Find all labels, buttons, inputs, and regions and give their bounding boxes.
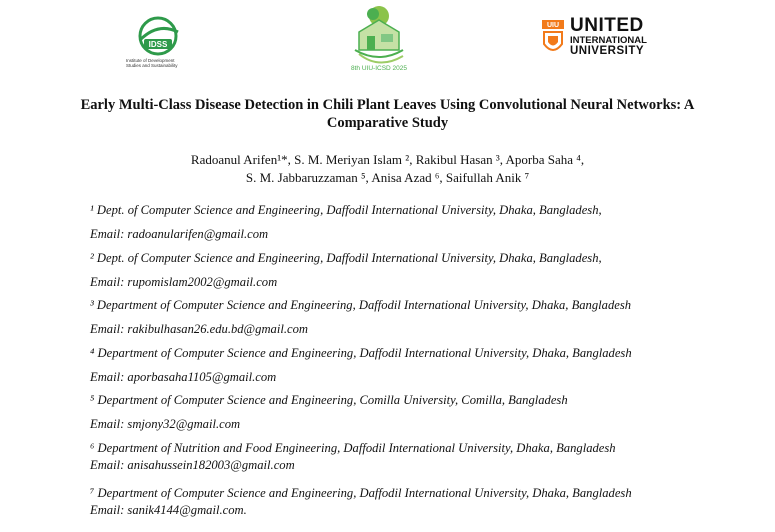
affiliation-dept-3: ³ Department of Computer Science and Engineering, Daffodil International University, Dhaka, Bangladesh (90, 298, 632, 312)
affiliation-email-6: Email: anisahussein182003@gmail.com (90, 458, 295, 472)
paper-title: Early Multi-Class Disease Detection in Chili Plant Leaves Using Convolutional Neural Networks: A Comparative Study (80, 97, 695, 131)
uiu-crest-icon (540, 16, 566, 60)
author-list (60, 151, 715, 187)
affiliation-email-4: Email: aporbasaha1105@gmail.com (90, 370, 277, 384)
uiu-logo (540, 16, 660, 60)
idss-emblem-icon (126, 14, 190, 58)
affiliation-dept-5: ⁵ Department of Computer Science and Engineering, Comilla University, Comilla, Bangladesh (90, 393, 568, 407)
affiliation-email-3: Email: rakibulhasan26.edu.bd@gmail.com (90, 322, 308, 336)
affiliation-dept-1: ¹ Dept. of Computer Science and Engineering, Daffodil International University, Dhaka, Bangladesh, (90, 203, 602, 217)
idss-label: IDSS (148, 40, 168, 49)
idss-subtitle: Institute of Development Studies and Sustainability (126, 58, 178, 68)
conference-logo (345, 2, 413, 74)
affiliation-dept-2: ² Dept. of Computer Science and Engineering, Daffodil International University, Dhaka, Bangladesh, (90, 251, 602, 265)
affiliation-email-2: Email: rupomislam2002@gmail.com (90, 275, 278, 289)
author-line-2: S. M. Jabbaruzzaman ⁵, Anisa Azad ⁶, Saifullah Anik ⁷ (245, 170, 530, 185)
conference-emblem-icon (345, 2, 413, 74)
idss-logo (126, 14, 190, 74)
affiliation-dept-4: ⁴ Department of Computer Science and Engineering, Daffodil International University, Dhaka, Bangladesh (90, 346, 632, 360)
affiliation-dept-6: ⁶ Department of Nutrition and Food Engineering, Daffodil International University, Dhaka, Bangladesh (90, 441, 616, 455)
uiu-line2: INTERNATIONAL (570, 35, 647, 46)
uiu-badge: UIU (546, 22, 560, 29)
uiu-wordmark (570, 16, 647, 57)
conference-label: 8th UIU-ICSD 2025 (351, 65, 407, 72)
uiu-line3: UNIVERSITY (570, 44, 645, 57)
affiliation-email-1: Email: radoanularifen@gmail.com (90, 227, 269, 241)
affiliation-email-5: Email: smjony32@gmail.com (90, 417, 241, 431)
author-line-1: Radoanul Arifen¹*, S. M. Meriyan Islam ², Rakibul Hasan ³, Aporba Saha ⁴, (190, 152, 585, 167)
affiliation-dept-7: ⁷ Department of Computer Science and Engineering, Daffodil International University, Dhaka, Bangladesh (90, 486, 632, 500)
uiu-line1: UNITED (570, 15, 644, 36)
affiliation-email-7: Email: sanik4144@gmail.com. (90, 503, 247, 517)
